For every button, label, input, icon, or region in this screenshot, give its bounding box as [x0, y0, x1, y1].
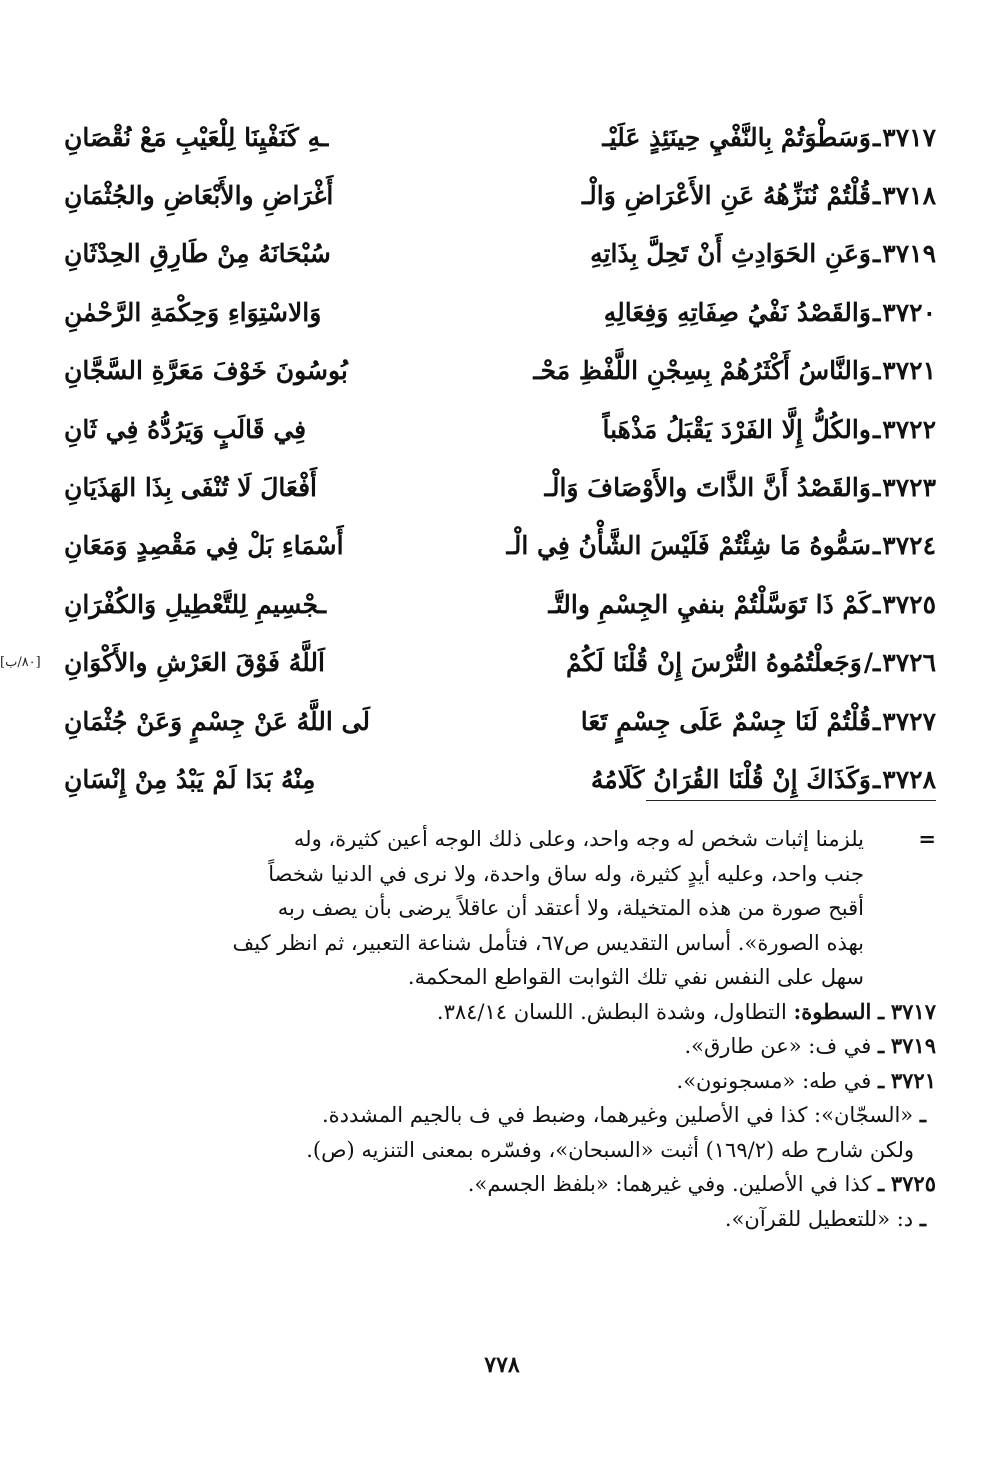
verse-second-hemistich: لَى اللَّهُ عَنْ جِسْمٍ وَعَنْ جُثْمَانِ [64, 706, 371, 736]
verse-separator: ـ [872, 297, 881, 327]
verse-first-text: وَالقَصْدُ أَنَّ الذَّاتَ والأَوْصَافَ وَالْـ [544, 473, 871, 503]
verse-first-hemistich [496, 575, 936, 633]
footnote-dash: ـ [919, 1102, 926, 1127]
verse-first-text: قُلْتُمْ نُنَزِّهُهُ عَنِ الأَعْرَاضِ وَالْـ [581, 181, 871, 211]
footnote-number: ٣٧١٧ [890, 998, 936, 1024]
footnote-number: ٣٧١٩ [890, 1033, 936, 1058]
verse-first-hemistich [496, 108, 936, 166]
footnote-dash: ـ [878, 1171, 885, 1196]
verse-first-text: وَالقَصْدُ نَفْيُ صِفَاتِهِ وَفِعَالِهِ [603, 297, 871, 327]
verse-number: ٣٧٢٣ [882, 473, 936, 503]
footnote-number: ٣٧٢٥ [890, 1171, 936, 1196]
footnote-term: السطوة: [793, 998, 872, 1024]
footnote-dash: ـ [878, 1067, 885, 1093]
verse-number: ٣٧٢٦ [882, 648, 936, 678]
verse-number: ٣٧١٩ [882, 239, 936, 269]
footnote-dash: ـ [878, 1033, 885, 1058]
verse-second-hemistich: اَللَّهُ فَوْقَ العَرْشِ والأَكْوَانِ [64, 648, 325, 678]
verse-number: ٣٧٢٢ [882, 414, 936, 444]
verse-separator: ـ [872, 531, 881, 561]
verse-second-hemistich: ـهِ كَنَفْيِنَا لِلْعَيْبِ مَعْ نُقْصَانِ [64, 122, 329, 152]
verse-first-hemistich [496, 458, 936, 516]
verse-first-text: وَالنَّاسُ أَكْثَرُهُمْ بِسِجْنِ اللَّفْظِ مَحْـ [533, 356, 871, 386]
footnote-entry [68, 995, 936, 1030]
verse-first-hemistich [496, 517, 936, 575]
verse-separator: ـ [872, 589, 881, 619]
verse-separator: ـ [872, 122, 881, 152]
footnote-continuation-line: بهذه الصورة». أساس التقديس ص٦٧، فتأمل شناعة التعبير، ثم انظر كيف [232, 930, 864, 955]
verse-second-hemistich: سُبْحَانَهُ مِنْ طَارِقِ الحِدْثَانِ [64, 239, 331, 269]
verse-first-hemistich [496, 400, 936, 458]
verse-number: ٣٧٢٨ [882, 764, 936, 794]
verse-line [64, 108, 936, 166]
footnote-continuation-line: سهل على النفس نفي تلك الثوابت القواطع المحكمة. [407, 965, 864, 989]
verse-number: ٣٧٢٤ [882, 531, 936, 561]
verse-line [64, 166, 936, 224]
verse-first-hemistich [496, 283, 936, 341]
verse-separator: ـ [872, 706, 881, 736]
manuscript-folio-marker: [٨٠/ب] [0, 655, 41, 671]
verse-line [0, 634, 936, 692]
page-number: ٧٧٨ [484, 1352, 520, 1378]
verse-number: ٣٧١٨ [882, 181, 936, 211]
verse-number: ٣٧٢٠ [882, 297, 936, 327]
footnote-text: التطاول، وشدة البطش. اللسان ٣٨٤/١٤. [436, 999, 794, 1024]
verse-separator: ـ [872, 414, 881, 444]
verse-first-hemistich [496, 634, 936, 692]
verse-line [64, 692, 936, 750]
verse-second-hemistich: ـجْسِيمِ لِلتَّعْطِيلِ وَالكُفْرَانِ [64, 589, 327, 619]
verse-number: ٣٧١٧ [882, 122, 936, 152]
verse-number: ٣٧٢٥ [882, 589, 936, 619]
verse-first-text: وَجَعلْتُمُوهُ التُّرْسَ إِنْ قُلْنَا لَكُمْ [565, 648, 862, 678]
verse-first-text: وَعَنِ الحَوَادِثِ أَنْ تَحِلَّ بِذَاتِهِ [590, 239, 871, 269]
verse-line [64, 517, 936, 575]
verse-second-hemistich: وَالاسْتِوَاءِ وَحِكْمَةِ الرَّحْمٰنِ [64, 297, 322, 327]
verse-first-hemistich [496, 342, 936, 400]
footnote-number: ٣٧٢١ [890, 1067, 936, 1093]
footnotes-block [68, 822, 936, 1236]
verse-first-text: وَكَذَاكَ إِنْ قُلْنَا القُرَانُ كَلَامُهُ [590, 764, 871, 794]
verse-first-hemistich [496, 692, 936, 750]
verse-line [64, 283, 936, 341]
verse-separator: ـ [872, 356, 881, 386]
footnote-text: ولكن شارح طه (١٦٩/٢) أثبت «السبحان»، وفسّره بمعنى التنزيه (ص). [306, 1137, 914, 1162]
verse-first-hemistich [496, 225, 936, 283]
verse-second-hemistich: أَفْعَالَ لَا تُنْفَى بِذَا الهَذَيَانِ [64, 473, 317, 503]
footnote-continuation-line: أقبح صورة من هذه المتخيلة، ولا أعتقد أن عاقلاً يرضى بأن يصف ربه [277, 896, 864, 920]
verse-second-hemistich: مِنْهُ بَدَا لَمْ يَبْدُ مِنْ إِنْسَانِ [64, 764, 316, 794]
verse-line [64, 225, 936, 283]
footnote-entry [68, 1029, 936, 1064]
verse-line [64, 400, 936, 458]
verse-line [64, 458, 936, 516]
footnote-text: «السجّان»: كذا في الأصلين وغيرهما، وضبط في ف بالجيم المشددة. [321, 1103, 914, 1127]
footnote-text: في طه: «مسجونون». [676, 1068, 872, 1093]
footnote-entry [68, 1064, 936, 1099]
verse-second-hemistich: أَغْرَاضِ والأَبْعَاضِ والجُثْمَانِ [64, 181, 334, 211]
footnote-entry [68, 1133, 936, 1168]
footnote-dash: ـ [878, 998, 885, 1024]
verses-block [0, 108, 936, 809]
verse-separator: ـ [872, 473, 881, 503]
verse-line [64, 342, 936, 400]
footnote-dash: ـ [919, 1205, 926, 1231]
verse-first-text: كَمْ ذَا تَوَسَّلْتُمْ بنفيِ الجِسْمِ والتَّـ [548, 589, 871, 619]
footnote-entry [68, 1202, 936, 1237]
footnote-text: كذا في الأصلين. وفي غيرهما: «بلفظ الجسم». [467, 1172, 872, 1196]
verse-first-hemistich [496, 166, 936, 224]
verse-first-text: قُلْتُمْ لَنَا جِسْمٌ عَلَى جِسْمٍ تَعَا [580, 706, 871, 736]
footnote-separator [646, 800, 936, 801]
verse-separator: ـ [872, 764, 881, 794]
footnote-continuation-line: جنب واحد، وعليه أيدٍ كثيرة، وله ساق واحدة، ولا نرى في الدنيا شخصاً [268, 861, 864, 886]
verse-second-hemistich: فِي قَالَبٍ وَيَرُدُّهُ فِي ثَانِ [64, 414, 307, 444]
verse-first-text: سَمُّوهُ مَا شِئْتُمْ فَلَيْسَ الشَّأْنُ فِي الْـ [506, 531, 871, 561]
verse-number: ٣٧٢١ [882, 356, 936, 386]
footnote-text: د: «للتعطيل للقرآن». [724, 1206, 914, 1231]
footnote-entry [68, 1098, 936, 1133]
verse-separator: ـ/ [863, 648, 881, 678]
verse-second-hemistich: بُوسُونَ خَوْفَ مَعَرَّةِ السَّجَّانِ [64, 356, 348, 386]
footnote-list [68, 995, 936, 1237]
verse-first-text: والكُلُّ إِلَّا الفَرْدَ يَقْبَلُ مَذْهَباً [602, 414, 871, 444]
verse-line [64, 575, 936, 633]
verse-first-text: وَسَطْوَتُمْ بِالنَّفْيِ حِينَئِذٍ عَلَيْـ [602, 122, 871, 152]
verse-separator: ـ [872, 239, 881, 269]
verse-separator: ـ [872, 181, 881, 211]
footnote-continuation [68, 822, 864, 995]
footnote-text: في ف: «عن طارق». [684, 1034, 872, 1058]
footnote-entry [68, 1167, 936, 1202]
continuation-mark: = [918, 826, 936, 851]
verse-number: ٣٧٢٧ [882, 706, 936, 736]
footnote-continuation-line: يلزمنا إثبات شخص له وجه واحد، وعلى ذلك الوجه أعين كثيرة، وله [293, 827, 864, 851]
verse-second-hemistich: أَسْمَاءِ بَلْ فِي مَقْصِدٍ وَمَعَانِ [64, 531, 344, 561]
